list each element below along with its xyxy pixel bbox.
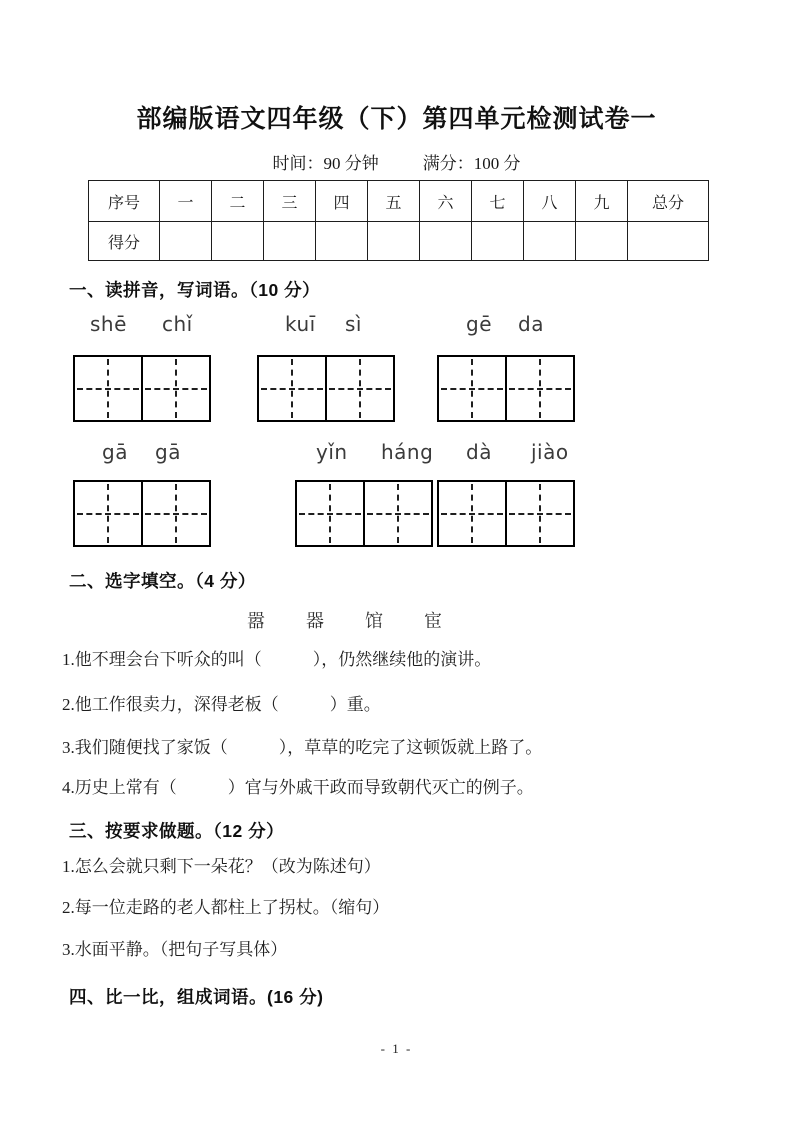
section-3-heading: 三、按要求做题。（12 分） <box>69 821 285 841</box>
pinyin-label: sì <box>345 312 362 336</box>
option-char: 器 <box>306 611 324 631</box>
header-cell: 六 <box>420 181 472 222</box>
tianzige-cell <box>73 355 143 422</box>
score-cell-empty <box>576 222 628 261</box>
header-cell: 八 <box>524 181 576 222</box>
score-cell-empty <box>316 222 368 261</box>
header-cell: 九 <box>576 181 628 222</box>
score-row-label: 得分 <box>89 222 160 261</box>
score-table-header-row <box>89 181 709 222</box>
tianzige-grid <box>437 355 575 422</box>
header-cell: 一 <box>160 181 212 222</box>
score-table-score-row <box>89 222 709 261</box>
score-cell-empty <box>264 222 316 261</box>
question-item: 3.我们随便找了家饭（ ），草草的吃完了这顿饭就上路了。 <box>62 738 543 757</box>
score-cell-empty <box>212 222 264 261</box>
tianzige-grid <box>257 355 395 422</box>
pinyin-label: shē <box>90 312 127 336</box>
tianzige-cell <box>141 355 211 422</box>
score-cell-empty <box>368 222 420 261</box>
header-cell: 三 <box>264 181 316 222</box>
pinyin-label: chǐ <box>162 312 193 336</box>
pinyin-label: gā <box>155 440 181 464</box>
option-char: 宦 <box>424 611 442 631</box>
section-1-heading: 一、读拼音，写词语。（10 分） <box>69 280 321 300</box>
page-number: - 1 - <box>380 1041 413 1056</box>
tianzige-cell <box>437 355 507 422</box>
header-cell: 总分 <box>628 181 709 222</box>
score-cell-empty <box>472 222 524 261</box>
question-item: 2.他工作很卖力，深得老板（ ）重。 <box>62 695 381 714</box>
pinyin-label: da <box>518 312 544 336</box>
tianzige-grid <box>73 355 211 422</box>
pinyin-label: gā <box>102 440 128 464</box>
tianzige-cell <box>73 480 143 547</box>
page-title: 部编版语文四年级（下）第四单元检测试卷一 <box>136 105 657 133</box>
score-cell-empty <box>160 222 212 261</box>
pinyin-label: yǐn <box>316 440 348 464</box>
tianzige-cell <box>325 355 395 422</box>
header-cell: 序号 <box>89 181 160 222</box>
tianzige-grid <box>295 480 433 547</box>
score-cell-empty <box>420 222 472 261</box>
character-options <box>247 607 442 633</box>
pinyin-label: gē <box>466 312 492 336</box>
full-score-label: 满分：100 分 <box>422 154 521 173</box>
option-char: 馆 <box>365 611 383 631</box>
exam-meta <box>0 149 793 174</box>
tianzige-grid <box>73 480 211 547</box>
header-cell: 七 <box>472 181 524 222</box>
score-cell-empty <box>524 222 576 261</box>
tianzige-cell <box>437 480 507 547</box>
pinyin-label: dà <box>466 440 492 464</box>
score-cell-empty <box>628 222 709 261</box>
question-item: 4.历史上常有（ ）官与外戚干政而导致朝代灭亡的例子。 <box>62 778 534 797</box>
tianzige-cell <box>505 480 575 547</box>
score-table <box>88 180 709 261</box>
option-char: 嚣 <box>247 611 265 631</box>
question-item: 2.每一位走路的老人都柱上了拐杖。（缩句） <box>62 898 390 917</box>
pinyin-label: kuī <box>285 312 316 336</box>
tianzige-cell <box>505 355 575 422</box>
pinyin-label: háng <box>381 440 434 464</box>
section-2-heading: 二、选字填空。（4 分） <box>69 571 256 591</box>
tianzige-cell <box>363 480 433 547</box>
question-item: 3.水面平静。（把句子写具体） <box>62 940 288 959</box>
tianzige-cell <box>295 480 365 547</box>
header-cell: 二 <box>212 181 264 222</box>
section-4-heading: 四、比一比，组成词语。(16 分) <box>69 987 324 1007</box>
tianzige-grid <box>437 480 575 547</box>
pinyin-label: jiào <box>531 440 569 464</box>
header-cell: 四 <box>316 181 368 222</box>
header-cell: 五 <box>368 181 420 222</box>
question-item: 1.他不理会台下听众的叫（ ），仍然继续他的演讲。 <box>62 650 492 669</box>
tianzige-cell <box>257 355 327 422</box>
time-limit-label: 时间：90 分钟 <box>272 154 379 173</box>
question-item: 1.怎么会就只剩下一朵花？（改为陈述句） <box>62 857 381 876</box>
tianzige-cell <box>141 480 211 547</box>
